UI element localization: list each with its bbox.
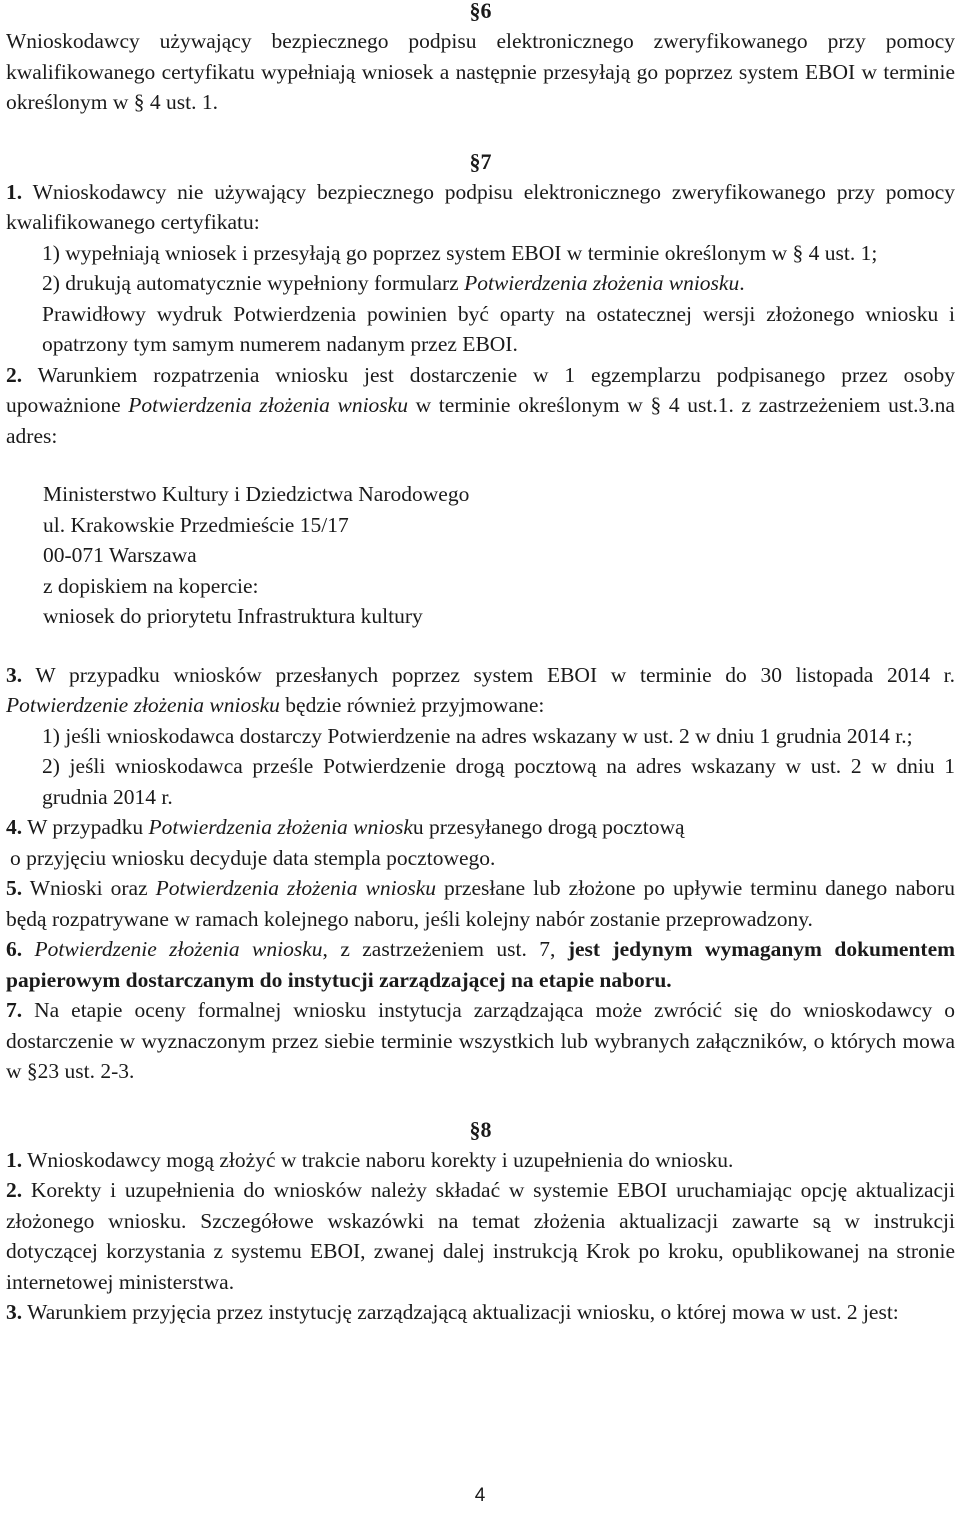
address-line: wniosek do priorytetu Infrastruktura kultury: [43, 604, 423, 628]
s8-p1-text: Wnioskodawcy mogą złożyć w trakcie naboru korekty i uzupełnienia do wniosku.: [27, 1147, 734, 1172]
s7-p6-number: 6.: [6, 937, 23, 961]
s7-p6-bold: jest jedynym wymaganym dokumentem papierowym dostarczanym do instytucji zarządzającej na etapie naboru.: [6, 937, 956, 992]
s7-p4-text-b: u przesyłanego drogą pocztową: [412, 815, 685, 839]
s7-p1-item-2-text: 2) drukują automatycznie wypełniony formularz: [42, 271, 465, 295]
address-line: ul. Krakowskie Przedmieście 15/17: [43, 512, 349, 537]
s7-paragraph-7: [6, 995, 955, 1087]
s7-p5-italic: Potwierdzenia złożenia wniosku: [155, 876, 436, 900]
s7-p4-continuation: o przyjęciu wniosku decyduje data stempla pocztowego.: [10, 845, 496, 870]
s7-p1-number: 1.: [6, 179, 23, 204]
s7-p1-item-1: 1) wypełniają wniosek i przesyłają go poprzez system EBOI w terminie określonym w § 4 ust. 1;: [42, 240, 878, 265]
section-6-heading: §6: [469, 0, 492, 23]
section-6-text: Wnioskodawcy używający bezpiecznego podpisu elektronicznego zweryfikowanego przy pomocy kwalifikowanego certyfikatu wypełniają wniosek a następnie przesyłają go poprzez system EBOI w terminie określonym w § 4 ust. 1.: [6, 29, 955, 114]
s7-p5-number: 5.: [6, 876, 23, 900]
s7-p2-text-a: Warunkiem rozpatrzenia wniosku jest dostarczenie w 1 egzemplarzu podpisanego przez osoby upoważnione: [6, 362, 955, 417]
s7-p2-text-b: w terminie określonym w § 4 ust.1. z zastrzeżeniem ust.3.na adres:: [6, 393, 955, 448]
s7-p3-item-2: 2) jeśli wnioskodawca prześle Potwierdzenie drogą pocztową na adres wskazany w ust. 2 w dniu 1 grudnia 2014 r.: [42, 754, 955, 809]
s7-p1-item-2-continuation: Prawidłowy wydruk Potwierdzenia powinien być oparty na ostatecznej wersji złożonego wniosku i opatrzony tym samym numerem nadanym przez EBOI.: [42, 301, 955, 356]
s7-p7-number: 7.: [6, 998, 23, 1022]
section-7-heading: §7: [469, 148, 492, 174]
s7-paragraph-3: [6, 660, 955, 721]
s7-p1-text: Wnioskodawcy nie używający bezpiecznego podpisu elektronicznego zweryfikowanego przy pomocy kwalifikowanego certyfikatu:: [6, 179, 955, 234]
s7-paragraph-5: [6, 873, 955, 934]
s8-p3-number: 3.: [6, 1300, 23, 1324]
address-line: z dopiskiem na kopercie:: [43, 573, 259, 598]
s7-p4-text-a: W przypadku: [27, 815, 149, 839]
s7-p1-item-2-end: .: [739, 271, 745, 295]
s7-p3-text-b: będzie również przyjmowane:: [279, 693, 545, 717]
s8-paragraph-1: [6, 1145, 955, 1176]
s7-p5-text-a: Wnioski oraz: [29, 876, 156, 900]
section-8-heading: §8: [469, 1116, 492, 1142]
s8-paragraph-2: [6, 1175, 955, 1297]
document-page: [6, 0, 955, 1328]
s8-paragraph-3: [6, 1297, 955, 1328]
s7-p2-number: 2.: [6, 362, 23, 387]
s7-p6-italic: Potwierdzenie złożenia wniosku: [34, 937, 323, 961]
s7-p5-text-b: przesłane lub złożone po upływie terminu danego naboru będą rozpatrywane w ramach kolejnego naboru, jeśli kolejny nabór zostanie przeprowadzony.: [6, 876, 955, 931]
s8-p2-text: Korekty i uzupełnienia do wniosków należy składać w systemie EBOI uruchamiając opcję aktualizacji złożonego wniosku. Szczegółowe wskazówki na temat złożenia aktualizacji zawarte są w instrukcji dotyczącej korzystania z systemu EBOI, zwanej dalej instrukcją Krok po kroku, opublikowanej na stronie internetowej ministerstwa.: [6, 1178, 956, 1294]
s7-p4-number: 4.: [6, 815, 23, 839]
page-number: 4: [474, 1485, 486, 1506]
s8-p3-text: Warunkiem przyjęcia przez instytucję zarządzającą aktualizacji wniosku, o której mowa w ust. 2 jest:: [27, 1300, 899, 1324]
s7-p3-text-a: W przypadku wniosków przesłanych poprzez system EBOI w terminie do 30 listopada 2014 r.: [35, 662, 955, 687]
s7-paragraph-4: [6, 812, 955, 843]
s7-p4-italic: Potwierdzenia złożenia wniosk: [148, 815, 413, 839]
s7-p1-item-2: [6, 268, 955, 299]
address-line: Ministerstwo Kultury i Dziedzictwa Narodowego: [43, 482, 470, 506]
s7-p7-text: Na etapie oceny formalnej wniosku instytucja zarządzająca może zwrócić się do wnioskodawcy o dostarczenie w wyznaczonym przez siebie terminie wszystkich lub wybranych załączników, o których mowa w §23 ust. 2-3.: [6, 998, 956, 1083]
s7-p1-item-2-italic: Potwierdzenia złożenia wniosku: [464, 271, 740, 295]
s7-p3-number: 3.: [6, 662, 23, 687]
s7-p2-italic: Potwierdzenia złożenia wniosku: [128, 393, 408, 417]
s7-paragraph-2: [6, 360, 955, 452]
s7-paragraph-6: [6, 934, 955, 995]
s7-p3-italic: Potwierdzenie złożenia wniosku: [6, 693, 280, 717]
s8-p2-number: 2.: [6, 1178, 23, 1202]
s7-p3-item-1: 1) jeśli wnioskodawca dostarczy Potwierdzenie na adres wskazany w ust. 2 w dniu 1 grudnia 2014 r.;: [42, 723, 913, 748]
address-line: 00-071 Warszawa: [43, 543, 197, 567]
mailing-address: [6, 479, 955, 632]
s7-paragraph-1: [6, 177, 955, 238]
s7-p6-text: , z zastrzeżeniem ust. 7,: [322, 937, 568, 961]
s8-p1-number: 1.: [6, 1147, 23, 1172]
